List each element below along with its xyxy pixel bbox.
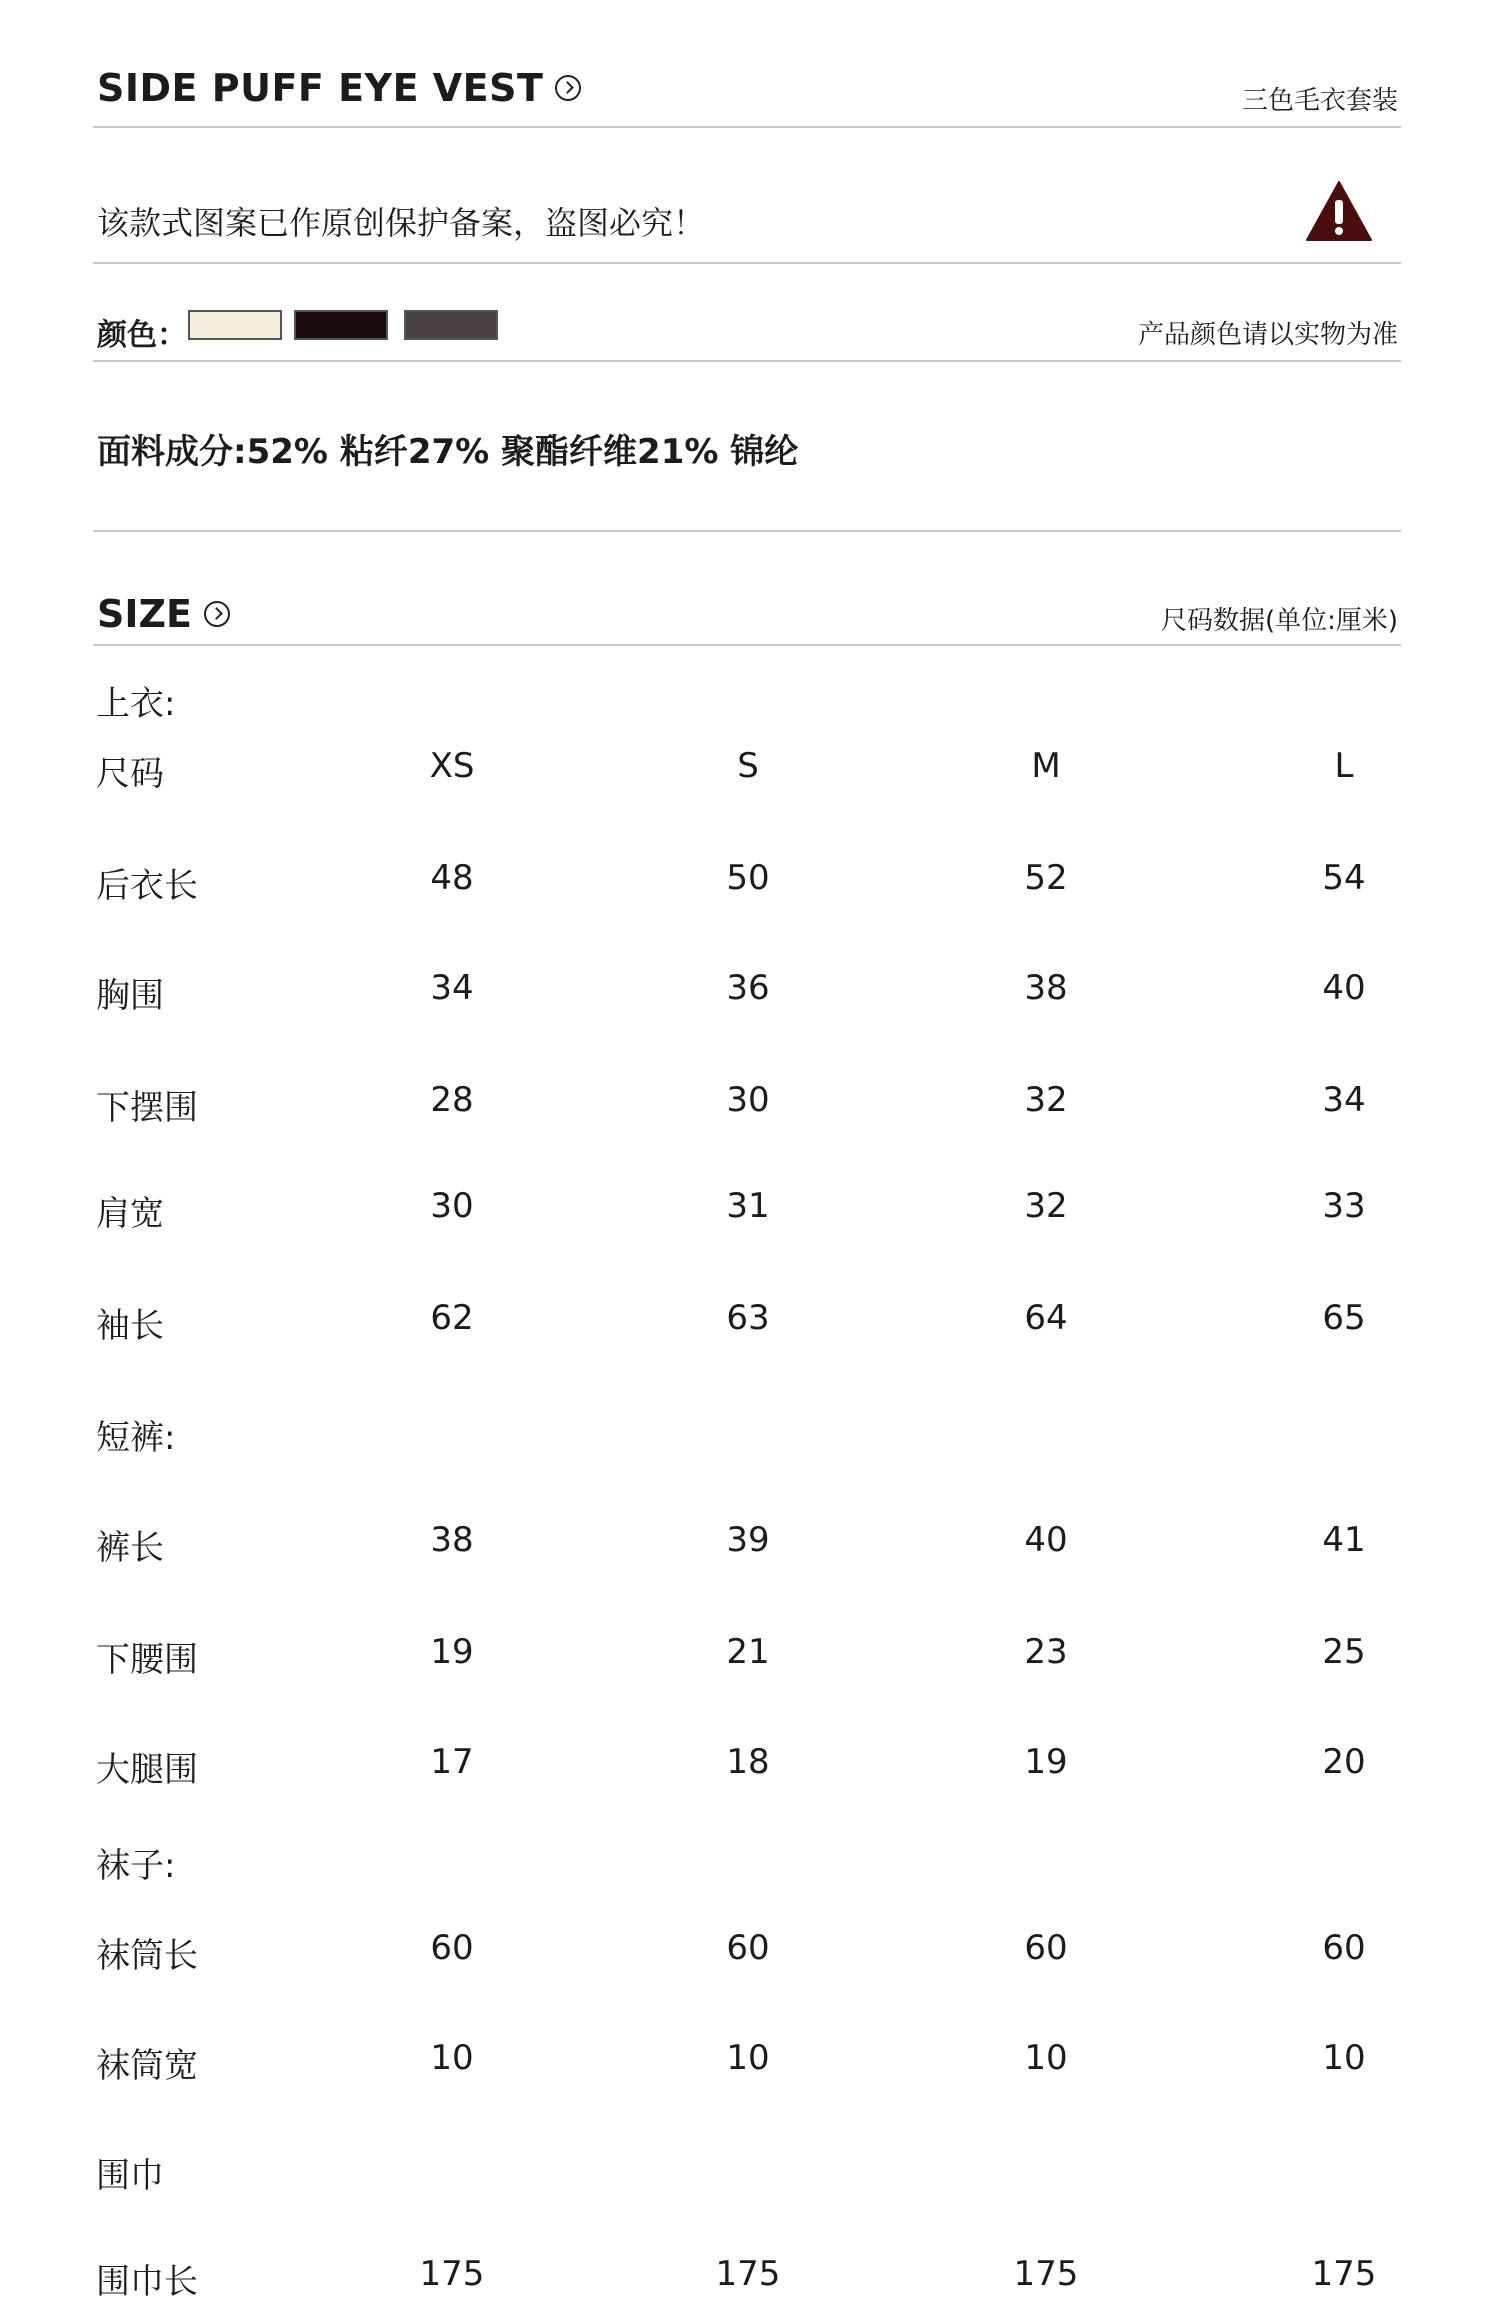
size-header-xs: XS [429, 746, 475, 786]
color-note: 产品颜色请以实物为准 [1137, 320, 1398, 350]
size-value-cell: 60 [726, 1928, 770, 1968]
copyright-notice: 该款式图案已作原创保护备案，盗图必究！ [97, 204, 706, 242]
size-value-cell: 175 [1013, 2254, 1079, 2294]
size-value-cell: 19 [1024, 1742, 1068, 1782]
size-row-label: 胸围 [96, 976, 164, 1016]
size-row-label: 肩宽 [96, 1194, 164, 1234]
size-value-cell: 32 [1024, 1186, 1068, 1226]
color-swatch-gray [404, 310, 498, 340]
section-title-socks: 袜子: [96, 1846, 176, 1886]
section-title-top: 上衣: [96, 684, 176, 724]
size-value-cell: 39 [726, 1520, 770, 1560]
size-value-cell: 175 [715, 2254, 781, 2294]
size-row-label: 下腰围 [96, 1640, 198, 1680]
divider [93, 644, 1401, 646]
size-value-cell: 38 [1024, 968, 1068, 1008]
size-value-cell: 34 [1322, 1080, 1366, 1120]
size-value-cell: 54 [1322, 858, 1366, 898]
size-row-label: 后衣长 [96, 866, 198, 906]
size-value-cell: 36 [726, 968, 770, 1008]
size-value-cell: 31 [726, 1186, 770, 1226]
divider [93, 262, 1401, 264]
size-value-cell: 10 [1322, 2038, 1366, 2078]
size-value-cell: 50 [726, 858, 770, 898]
size-header-s: S [737, 746, 759, 786]
size-value-cell: 18 [726, 1742, 770, 1782]
size-value-cell: 17 [430, 1742, 474, 1782]
color-swatch-cream [188, 310, 282, 340]
size-row-label: 大腿围 [96, 1750, 198, 1790]
size-value-cell: 28 [430, 1080, 474, 1120]
size-row-label: 围巾长 [96, 2262, 198, 2302]
size-value-cell: 40 [1024, 1520, 1068, 1560]
size-value-cell: 63 [726, 1298, 770, 1338]
size-value-cell: 10 [726, 2038, 770, 2078]
divider [93, 530, 1401, 532]
size-title-text: SIZE [97, 592, 193, 636]
size-value-cell: 64 [1024, 1298, 1068, 1338]
size-value-cell: 20 [1322, 1742, 1366, 1782]
size-value-cell: 32 [1024, 1080, 1068, 1120]
warning-triangle-icon [1305, 180, 1373, 242]
size-value-cell: 65 [1322, 1298, 1366, 1338]
size-value-cell: 60 [1024, 1928, 1068, 1968]
size-value-cell: 10 [430, 2038, 474, 2078]
size-value-cell: 34 [430, 968, 474, 1008]
size-value-cell: 41 [1322, 1520, 1366, 1560]
size-value-cell: 175 [1311, 2254, 1377, 2294]
size-value-cell: 60 [1322, 1928, 1366, 1968]
size-value-cell: 48 [430, 858, 474, 898]
size-header-label: 尺码 [96, 754, 164, 794]
size-value-cell: 175 [419, 2254, 485, 2294]
section-title-scarf: 围巾 [96, 2156, 164, 2196]
divider [93, 126, 1401, 128]
size-value-cell: 52 [1024, 858, 1068, 898]
product-subtitle: 三色毛衣套装 [1241, 86, 1398, 116]
size-row-label: 下摆围 [96, 1088, 198, 1128]
color-swatch-black [294, 310, 388, 340]
size-value-cell: 19 [430, 1632, 474, 1672]
size-value-cell: 33 [1322, 1186, 1366, 1226]
size-row-label: 袖长 [96, 1306, 164, 1346]
size-value-cell: 10 [1024, 2038, 1068, 2078]
size-row-label: 裤长 [96, 1528, 164, 1568]
size-value-cell: 30 [430, 1186, 474, 1226]
size-value-cell: 21 [726, 1632, 770, 1672]
size-unit-note: 尺码数据(单位:厘米) [1160, 606, 1398, 636]
size-header-m: M [1031, 746, 1061, 786]
circle-chevron-right-icon [555, 75, 581, 101]
product-title [97, 66, 581, 110]
color-label: 颜色： [97, 318, 187, 353]
size-value-cell: 62 [430, 1298, 474, 1338]
divider [93, 360, 1401, 362]
size-value-cell: 23 [1024, 1632, 1068, 1672]
size-header-l: L [1334, 746, 1354, 786]
size-title [97, 592, 230, 636]
size-value-cell: 38 [430, 1520, 474, 1560]
product-title-text: SIDE PUFF EYE VEST [97, 66, 544, 110]
circle-chevron-right-icon [204, 601, 230, 627]
size-value-cell: 40 [1322, 968, 1366, 1008]
fabric-composition: 面料成分:52% 粘纤27% 聚酯纤维21% 锦纶 [97, 432, 799, 472]
size-value-cell: 30 [726, 1080, 770, 1120]
section-title-shorts: 短裤: [96, 1418, 176, 1458]
size-row-label: 袜筒宽 [96, 2046, 198, 2086]
size-row-label: 袜筒长 [96, 1936, 198, 1976]
size-value-cell: 25 [1322, 1632, 1366, 1672]
size-value-cell: 60 [430, 1928, 474, 1968]
